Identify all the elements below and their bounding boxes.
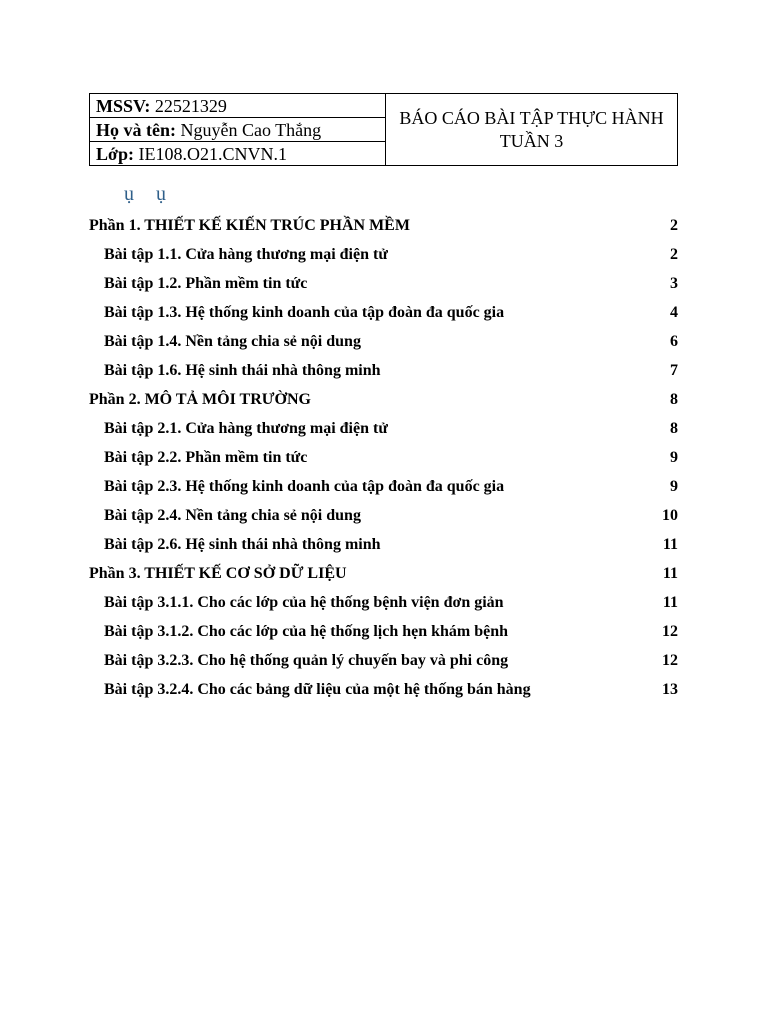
mssv-cell: [90, 94, 386, 118]
toc-entry-page: 12: [662, 652, 678, 669]
toc-entry-title: Bài tập 1.3. Hệ thống kinh doanh của tập đoàn đa quốc gia: [104, 304, 505, 321]
toc-entry-title: Phần 3. THIẾT KẾ CƠ SỞ DỮ LIỆU: [89, 565, 347, 582]
toc-entry[interactable]: [89, 356, 678, 385]
toc-entry[interactable]: [89, 559, 678, 588]
toc-entry[interactable]: [89, 269, 678, 298]
toc-entry[interactable]: [89, 501, 678, 530]
toc-entry[interactable]: [89, 240, 678, 269]
toc-entry-title: Bài tập 2.3. Hệ thống kinh doanh của tập đoàn đa quốc gia: [104, 478, 505, 495]
toc-entry-page: 2: [670, 246, 678, 263]
toc-entry-title: Bài tập 2.1. Cửa hàng thương mại điện tử: [104, 420, 388, 437]
toc-entry[interactable]: [89, 414, 678, 443]
report-title: BÁO CÁO BÀI TẬP THỰC HÀNH TUẦN 3: [386, 94, 678, 166]
name-value: Nguyễn Cao Thắng: [180, 119, 322, 140]
mssv-value: 22521329: [154, 95, 227, 116]
toc-entry-page: 11: [662, 536, 678, 553]
toc-entry[interactable]: [89, 327, 678, 356]
toc-entry[interactable]: [89, 298, 678, 327]
toc-entry-page: 9: [670, 478, 678, 495]
toc-entry-page: 4: [670, 304, 678, 321]
toc-entry[interactable]: [89, 675, 678, 704]
name-label: Họ và tên:: [96, 119, 176, 140]
toc-entry-title: Bài tập 1.6. Hệ sinh thái nhà thông minh: [104, 362, 381, 379]
toc-entry-title: Bài tập 3.2.3. Cho hệ thống quản lý chuyến bay và phi công: [104, 652, 509, 669]
toc-heading: [124, 183, 166, 206]
toc-entry-page: 10: [662, 507, 678, 524]
toc-entry[interactable]: [89, 443, 678, 472]
toc-entry-page: 3: [670, 275, 678, 292]
toc-entry-title: Bài tập 1.4. Nền tảng chia sẻ nội dung: [104, 333, 361, 350]
toc-entry-title: Phần 2. MÔ TẢ MÔI TRƯỜNG: [89, 391, 311, 408]
student-info-table: [89, 93, 678, 166]
toc-entry-page: 9: [670, 449, 678, 466]
toc-entry-page: 7: [670, 362, 678, 379]
toc-entry-title: Bài tập 2.4. Nền tảng chia sẻ nội dung: [104, 507, 361, 524]
toc-entry-page: 6: [670, 333, 678, 350]
toc-entry[interactable]: [89, 211, 678, 240]
toc-entry-title: Bài tập 3.1.1. Cho các lớp của hệ thống bệnh viện đơn giản: [104, 594, 504, 611]
toc-entry-page: 8: [670, 420, 678, 437]
toc-entry[interactable]: [89, 472, 678, 501]
toc-entry-page: 11: [662, 594, 678, 611]
toc-entry-title: Bài tập 2.2. Phần mềm tin tức: [104, 449, 308, 466]
toc-entry[interactable]: [89, 385, 678, 414]
class-value: IE108.O21.CNVN.1: [138, 143, 287, 164]
toc-entry-title: Bài tập 2.6. Hệ sinh thái nhà thông minh: [104, 536, 381, 553]
toc-entry-page: 12: [662, 623, 678, 640]
toc-entry[interactable]: [89, 530, 678, 559]
toc-entry-title: Phần 1. THIẾT KẾ KIẾN TRÚC PHẦN MỀM: [89, 217, 410, 234]
name-cell: [90, 118, 386, 142]
toc-entry-title: Bài tập 3.2.4. Cho các bảng dữ liệu của một hệ thống bán hàng: [104, 681, 531, 698]
mssv-label: MSSV:: [96, 95, 151, 116]
toc-entry-title: Bài tập 1.2. Phần mềm tin tức: [104, 275, 308, 292]
toc-entry-page: 8: [670, 391, 678, 408]
toc-entry-title: Bài tập 1.1. Cửa hàng thương mại điện tử: [104, 246, 388, 263]
toc-heading-part: ụ: [156, 183, 166, 205]
toc-entry-page: 11: [662, 565, 678, 582]
toc-heading-part: ụ: [124, 183, 134, 205]
toc-entry-page: 2: [670, 217, 678, 234]
toc-entry-title: Bài tập 3.1.2. Cho các lớp của hệ thống lịch hẹn khám bệnh: [104, 623, 509, 640]
toc-entry[interactable]: [89, 617, 678, 646]
toc-entry-page: 13: [662, 681, 678, 698]
toc-entry[interactable]: [89, 588, 678, 617]
toc-entry[interactable]: [89, 646, 678, 675]
class-cell: [90, 142, 386, 166]
class-label: Lớp:: [96, 143, 134, 164]
table-of-contents: [89, 211, 678, 704]
